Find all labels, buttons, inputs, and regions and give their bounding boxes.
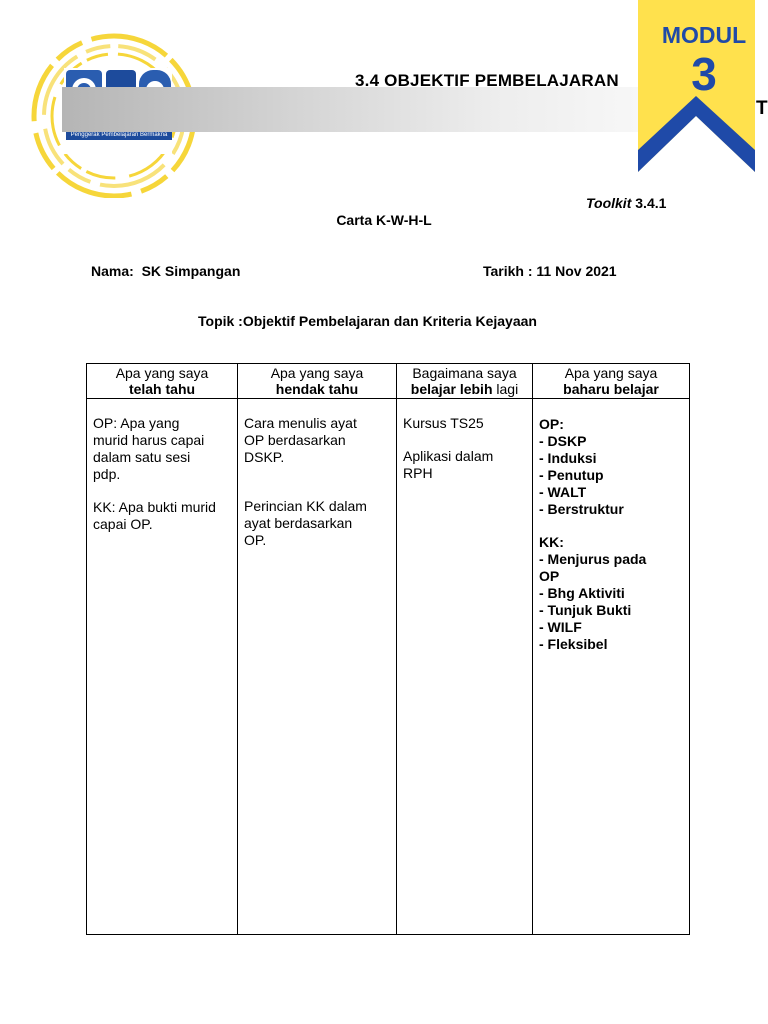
kk-item: OP xyxy=(539,568,560,584)
header-k-bold: telah tahu xyxy=(128,381,196,397)
w-line: Cara menulis ayat xyxy=(244,415,357,431)
badge-side-letter: T xyxy=(756,98,768,119)
tarikh-value: 11 Nov 2021 xyxy=(536,263,617,279)
toolkit-label xyxy=(586,195,666,211)
op-item: - DSKP xyxy=(539,433,587,449)
nama-label: Nama: xyxy=(91,263,134,279)
table-header-row xyxy=(87,364,690,399)
header-k xyxy=(87,364,238,399)
op-heading: OP: xyxy=(539,416,564,432)
topik-value: Objektif Pembelajaran dan Kriteria Kejayaan xyxy=(242,313,537,329)
topik-line xyxy=(198,313,537,329)
op-item: - WALT xyxy=(539,484,587,500)
header-w xyxy=(238,364,397,399)
k-line: capai OP. xyxy=(93,516,153,532)
w-line: OP. xyxy=(244,532,267,548)
op-item: - Berstruktur xyxy=(539,501,624,517)
header-banner xyxy=(62,87,638,132)
tarikh-line xyxy=(483,263,617,279)
header-k-line1: Apa yang saya xyxy=(115,365,209,381)
op-item: - Induksi xyxy=(539,450,597,466)
cell-w xyxy=(238,399,397,935)
nama-value: SK Simpangan xyxy=(141,263,241,279)
topik-label: Topik : xyxy=(198,313,243,329)
cell-k xyxy=(87,399,238,935)
w-line: Perincian KK dalam xyxy=(244,498,367,514)
modul-number: 3 xyxy=(691,48,717,100)
toolkit-number: 3.4.1 xyxy=(635,195,667,211)
header-h xyxy=(397,364,533,399)
kk-item: - Menjurus pada xyxy=(539,551,647,567)
paragraph-gap xyxy=(93,483,231,499)
w-line: ayat berdasarkan xyxy=(244,515,353,531)
header-l-line1: Apa yang saya xyxy=(564,365,658,381)
header-l xyxy=(533,364,690,399)
h-line: Aplikasi dalam xyxy=(403,448,494,464)
table-body-row xyxy=(87,399,690,935)
kk-item: - Tunjuk Bukti xyxy=(539,602,632,618)
header-h-line1: Bagaimana saya xyxy=(412,365,517,381)
k-line: OP: Apa yang xyxy=(93,415,180,431)
op-item: - Penutup xyxy=(539,467,604,483)
w-line: OP berdasarkan xyxy=(244,432,346,448)
k-line: murid harus capai xyxy=(93,432,205,448)
modul-badge xyxy=(638,0,768,172)
tarikh-label: Tarikh : xyxy=(483,263,533,279)
cell-h xyxy=(397,399,533,935)
kk-item: - WILF xyxy=(539,619,582,635)
toolkit-word: Toolkit xyxy=(586,195,632,211)
k-line: dalam satu sesi xyxy=(93,449,191,465)
k-line: pdp. xyxy=(93,466,121,482)
h-line: RPH xyxy=(403,465,433,481)
paragraph-gap xyxy=(244,482,390,498)
h-line: Kursus TS25 xyxy=(403,415,484,431)
header-w-line1: Apa yang saya xyxy=(270,365,364,381)
kk-item: - Fleksibel xyxy=(539,636,608,652)
nama-line xyxy=(91,263,240,279)
w-line: DSKP. xyxy=(244,449,285,465)
logo-caption-bottom: Penggerak Pembelajaran Bermakna xyxy=(70,132,168,138)
modul-label: MODUL xyxy=(661,22,747,48)
k-line: KK: Apa bukti murid xyxy=(93,499,216,515)
kk-heading: KK: xyxy=(539,534,564,550)
header-h-rest: lagi xyxy=(492,381,519,397)
header-h-bold: belajar lebih xyxy=(410,381,493,397)
carta-title: Carta K-W-H-L xyxy=(336,212,432,228)
kk-item: - Bhg Aktiviti xyxy=(539,585,625,601)
paragraph-gap xyxy=(244,466,390,482)
paragraph-gap xyxy=(403,432,526,448)
cell-l xyxy=(533,399,690,935)
page-title: 3.4 OBJEKTIF PEMBELAJARAN xyxy=(355,71,619,90)
header-w-bold: hendak tahu xyxy=(275,381,359,397)
header-l-bold: baharu belajar xyxy=(563,381,659,397)
document-title xyxy=(0,212,768,228)
kwhl-table xyxy=(86,363,690,935)
paragraph-gap xyxy=(539,518,683,534)
